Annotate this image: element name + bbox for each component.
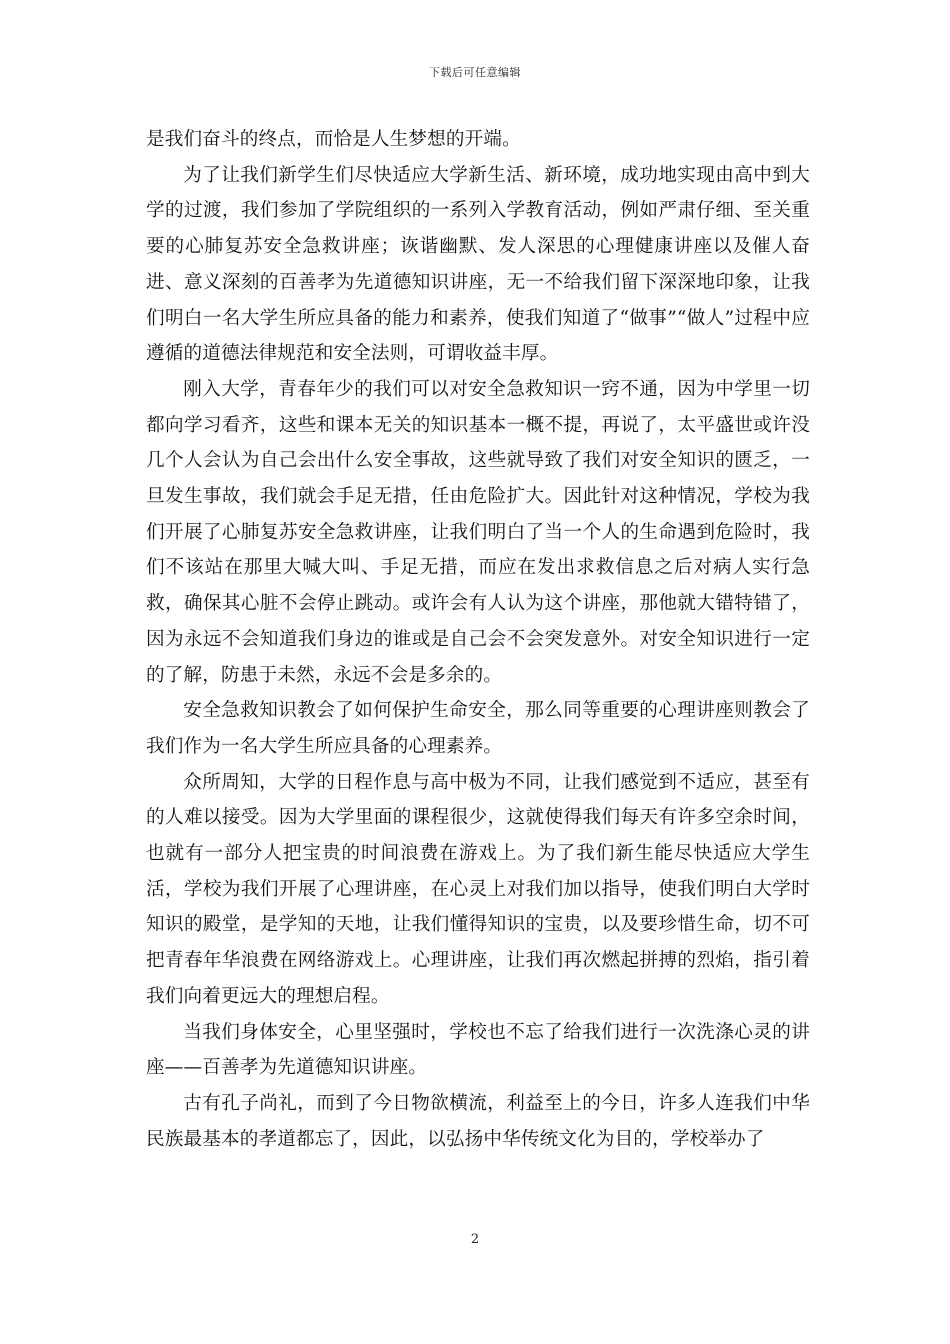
- paragraph-6: 当我们身体安全，心里坚强时，学校也不忘了给我们进行一次洗涤心灵的讲座——百善孝为先道德知识讲座。: [146, 1021, 810, 1079]
- page-number: 2: [470, 1232, 480, 1247]
- paragraph-2: 为了让我们新学生们尽快适应大学新生活、新环境，成功地实现由高中到大学的过渡，我们参加了学院组织的一系列入学教育活动，例如严肃仔细、至关重要的心肺复苏安全急救讲座；诙谐幽默、发人深思的心理健康讲座以及催人奋进、意义深刻的百善孝为先道德知识讲座，无一不给我们留下深深地印象，让我们明白一名大学生所应具备的能力和素养，使我们知道了“做事”“做人”过程中应遵循的道德法律规范和安全法则，可谓收益丰厚。: [146, 164, 810, 365]
- paragraph-1: 是我们奋斗的终点，而恰是人生梦想的开端。: [146, 129, 521, 150]
- paragraph-3: 刚入大学，青春年少的我们可以对安全急救知识一窍不通，因为中学里一切都向学习看齐，这些和课本无关的知识基本一概不提，再说了，太平盛世或许没几个人会认为自己会出什么安全事故，这些就导致了我们对安全知识的匮乏，一旦发生事故，我们就会手足无措，任由危险扩大。因此针对这种情况，学校为我们开展了心肺复苏安全急救讲座，让我们明白了当一个人的生命遇到危险时，我们不该站在那里大喊大叫、手足无措，而应在发出求救信息之后对病人实行急救，确保其心脏不会停止跳动。或许会有人认为这个讲座，那他就大错特错了，因为永远不会知道我们身边的谁或是自己会不会突发意外。对安全知识进行一定的了解，防患于未然，永远不会是多余的。: [146, 378, 810, 686]
- body-text: [146, 122, 810, 1157]
- paragraph-4: 安全急救知识教会了如何保护生命安全，那么同等重要的心理讲座则教会了我们作为一名大学生所应具备的心理素养。: [146, 700, 810, 757]
- paragraph-5: 众所周知，大学的日程作息与高中极为不同，让我们感觉到不适应，甚至有的人难以接受。因为大学里面的课程很少，这就使得我们每天有许多空余时间，也就有一部分人把宝贵的时间浪费在游戏上。为了我们新生能尽快适应大学生活，学校为我们开展了心理讲座，在心灵上对我们加以指导，使我们明白大学时知识的殿堂，是学知的天地，让我们懂得知识的宝贵，以及要珍惜生命，切不可把青春年华浪费在网络游戏上。心理讲座，让我们再次燃起拼搏的烈焰，指引着我们向着更远大的理想启程。: [146, 771, 810, 1007]
- page-header: 下载后可任意编辑: [429, 66, 521, 79]
- paragraph-7: 古有孔子尚礼，而到了今日物欲横流，利益至上的今日，许多人连我们中华民族最基本的孝道都忘了，因此，以弘扬中华传统文化为目的，学校举办了: [146, 1092, 810, 1150]
